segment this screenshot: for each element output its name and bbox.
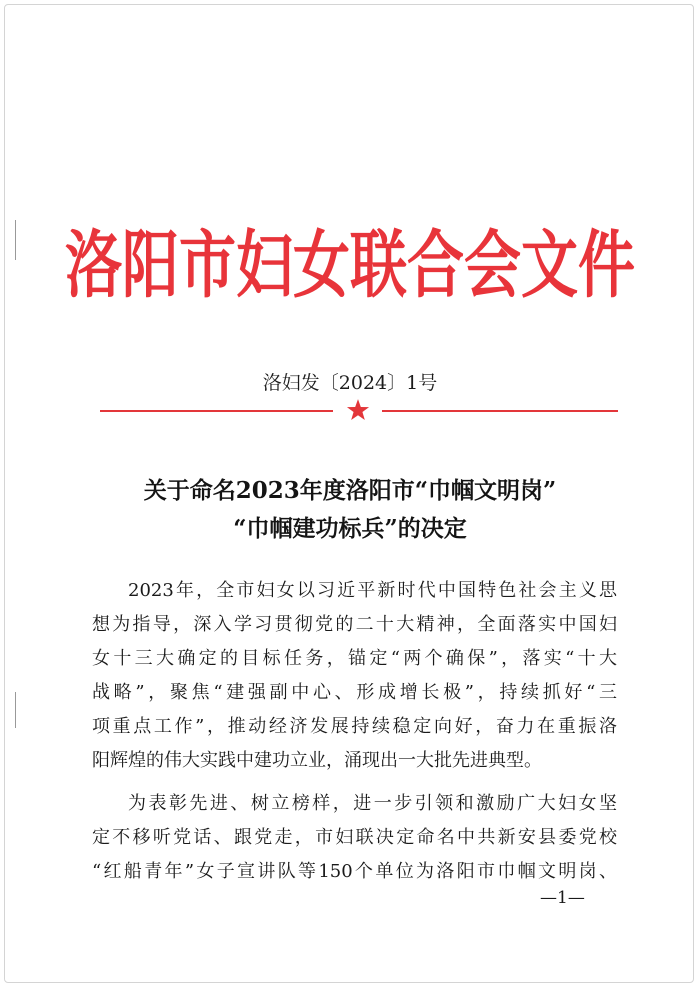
red-divider-right: [382, 410, 618, 412]
body-line: 2023年，全市妇女以习近平新时代中国特色社会主义思: [128, 580, 617, 601]
body-line: 项重点工作”，推动经济发展持续稳定向好，奋力在重振洛: [92, 716, 617, 737]
body-line: “红船青年”女子宣讲队等150个单位为洛阳市巾帼文明岗、: [92, 861, 617, 882]
body-line: 战略”，聚焦“建强副中心、形成增长极”，持续抓好“三: [92, 682, 617, 703]
body-paragraph-1: [92, 574, 617, 778]
star-icon: [345, 397, 371, 423]
page-number: —1—: [540, 888, 585, 908]
body-line: 为表彰先进、树立榜样，进一步引领和激励广大妇女坚: [128, 793, 617, 814]
document-title-line-1: 关于命名2023年度洛阳市“巾帼文明岗”: [143, 477, 557, 504]
body-line: 女十三大确定的目标任务，锚定“两个确保”，落实“十大: [92, 648, 617, 669]
body-paragraph-2: [92, 787, 617, 889]
document-title-line-2: “巾帼建功标兵”的决定: [233, 515, 467, 542]
org-header-title: 洛阳市妇女联合会文件: [65, 222, 635, 308]
binding-mark-line: [15, 692, 16, 728]
body-line: 定不移听党话、跟党走，市妇联决定命名中共新安县委党校: [92, 827, 617, 848]
body-line: 阳辉煌的伟大实践中建功立业，涌现出一大批先进典型。: [92, 750, 542, 771]
document-number: 洛妇发〔2024〕1号: [262, 372, 438, 394]
body-line: 想为指导，深入学习贯彻党的二十大精神，全面落实中国妇: [92, 614, 617, 635]
red-divider-left: [100, 410, 333, 412]
